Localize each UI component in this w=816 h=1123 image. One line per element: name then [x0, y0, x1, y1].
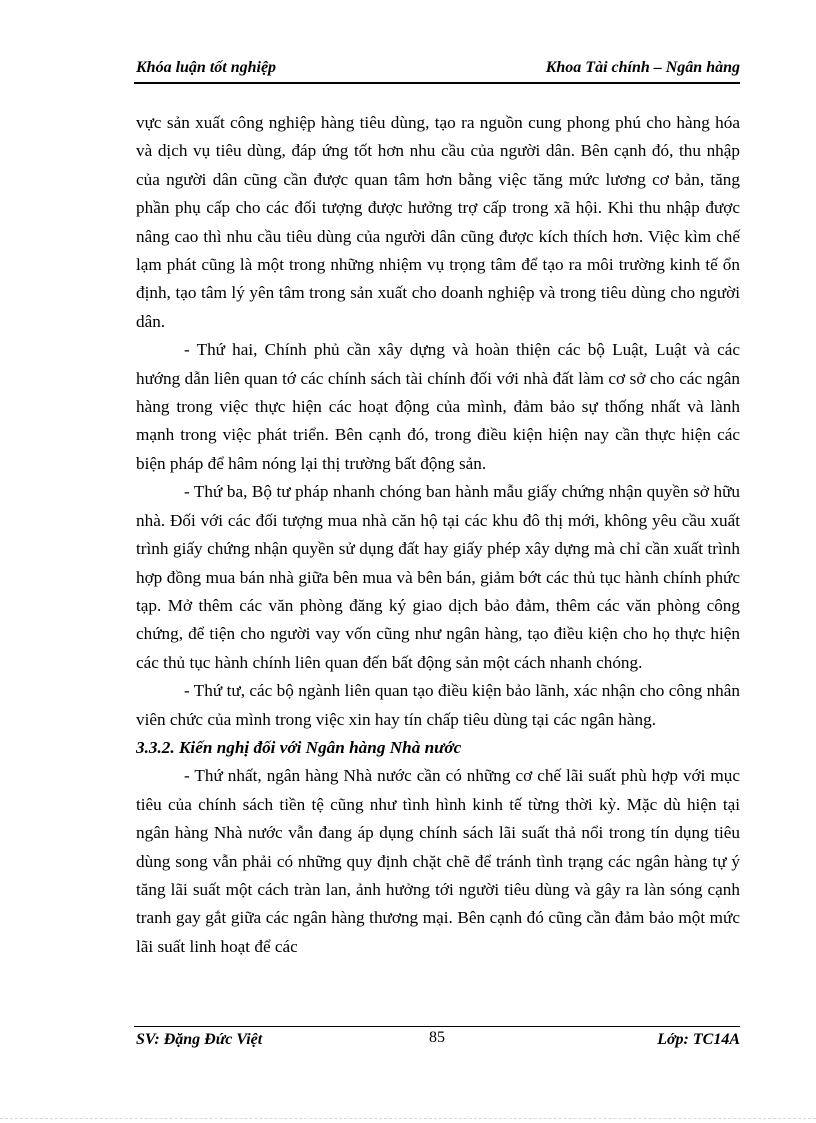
document-body	[136, 109, 740, 961]
page-header	[134, 56, 740, 84]
footer-student-name: SV: Đặng Đức Việt	[136, 1031, 263, 1048]
paragraph-second-point: - Thứ hai, Chính phủ cần xây dựng và hoàn thiện các bộ Luật, Luật và các hướng dẫn liên quan tớ các chính sách tài chính đối với nhà đất làm cơ sở cho các ngân hàng trong việc thực hiện các hoạt động của mình, đảm bảo sự thống nhất và lành mạnh trong việc phát triển. Bên cạnh đó, trong điều kiện hiện nay cần thực hiện các biện pháp để hâm nóng lại thị trường bất động sản.	[136, 340, 740, 473]
paragraph-continuation: vực sản xuất công nghiệp hàng tiêu dùng, tạo ra nguồn cung phong phú cho hàng hóa và dịch vụ tiêu dùng, đáp ứng tốt hơn nhu cầu của người dân. Bên cạnh đó, thu nhập của người dân cũng cần được quan tâm hơn bằng việc tăng mức lương cơ bản, tăng phần phụ cấp cho các đối tượng được hưởng trợ cấp trong xã hội. Khi thu nhập được nâng cao thì nhu cầu tiêu dùng của người dân cũng được kích thích hơn. Việc kìm chế lạm phát cũng là một trong những nhiệm vụ trọng tâm để tạo ra môi trường kinh tế ổn định, tạo tâm lý yên tâm trong sản xuất cho doanh nghiệp và trong tiêu dùng cho người dân.	[136, 113, 740, 331]
section-heading: 3.3.2. Kiến nghị đối với Ngân hàng Nhà nước	[136, 737, 462, 757]
header-thesis-label: Khóa luận tốt nghiệp	[136, 59, 277, 76]
footer-page-number: 85	[429, 1029, 445, 1046]
paragraph-fourth-point: - Thứ tư, các bộ ngành liên quan tạo điều kiện bảo lãnh, xác nhận cho công nhân viên chức của mình trong việc xin hay tín chấp tiêu dùng tại các ngân hàng.	[136, 681, 740, 729]
header-faculty-label: Khoa Tài chính – Ngân hàng	[545, 59, 740, 76]
page-bottom-divider	[0, 1118, 816, 1119]
page-footer	[134, 1026, 740, 1053]
paragraph-third-point: - Thứ ba, Bộ tư pháp nhanh chóng ban hành mẫu giấy chứng nhận quyền sở hữu nhà. Đối với các đối tượng mua nhà căn hộ tại các khu đô thị mới, không yêu cầu xuất trình giấy chứng nhận quyền sử dụng đất hay giấy phép xây dựng mà chỉ cần xuất trình hợp đồng mua bán nhà giữa bên mua và bên bán, giảm bớt các thủ tục hành chính phức tạp. Mở thêm các văn phòng đăng ký giao dịch bảo đảm, thêm các văn phòng công chứng, để tiện cho người vay vốn cũng như ngân hàng, tạo điều kiện cho họ thực hiện các thủ tục hành chính liên quan đến bất động sản một cách nhanh chóng.	[136, 482, 740, 672]
footer-class-label: Lớp: TC14A	[657, 1031, 740, 1048]
paragraph-first-point-central-bank: - Thứ nhất, ngân hàng Nhà nước cần có những cơ chế lãi suất phù hợp với mục tiêu của chính sách tiền tệ cũng như tình hình kinh tế từng thời kỳ. Mặc dù hiện tại ngân hàng Nhà nước vẫn đang áp dụng chính sách lãi suất thả nổi trong tín dụng tiêu dùng song vẫn phải có những quy định chặt chẽ để tránh tình trạng các ngân hàng tự ý tăng lãi suất một cách tràn lan, ảnh hưởng tới người tiêu dùng và gây ra làn sóng cạnh tranh gay gắt giữa các ngân hàng thương mại. Bên cạnh đó cũng cần đảm bảo một mức lãi suất linh hoạt để các	[136, 766, 740, 956]
